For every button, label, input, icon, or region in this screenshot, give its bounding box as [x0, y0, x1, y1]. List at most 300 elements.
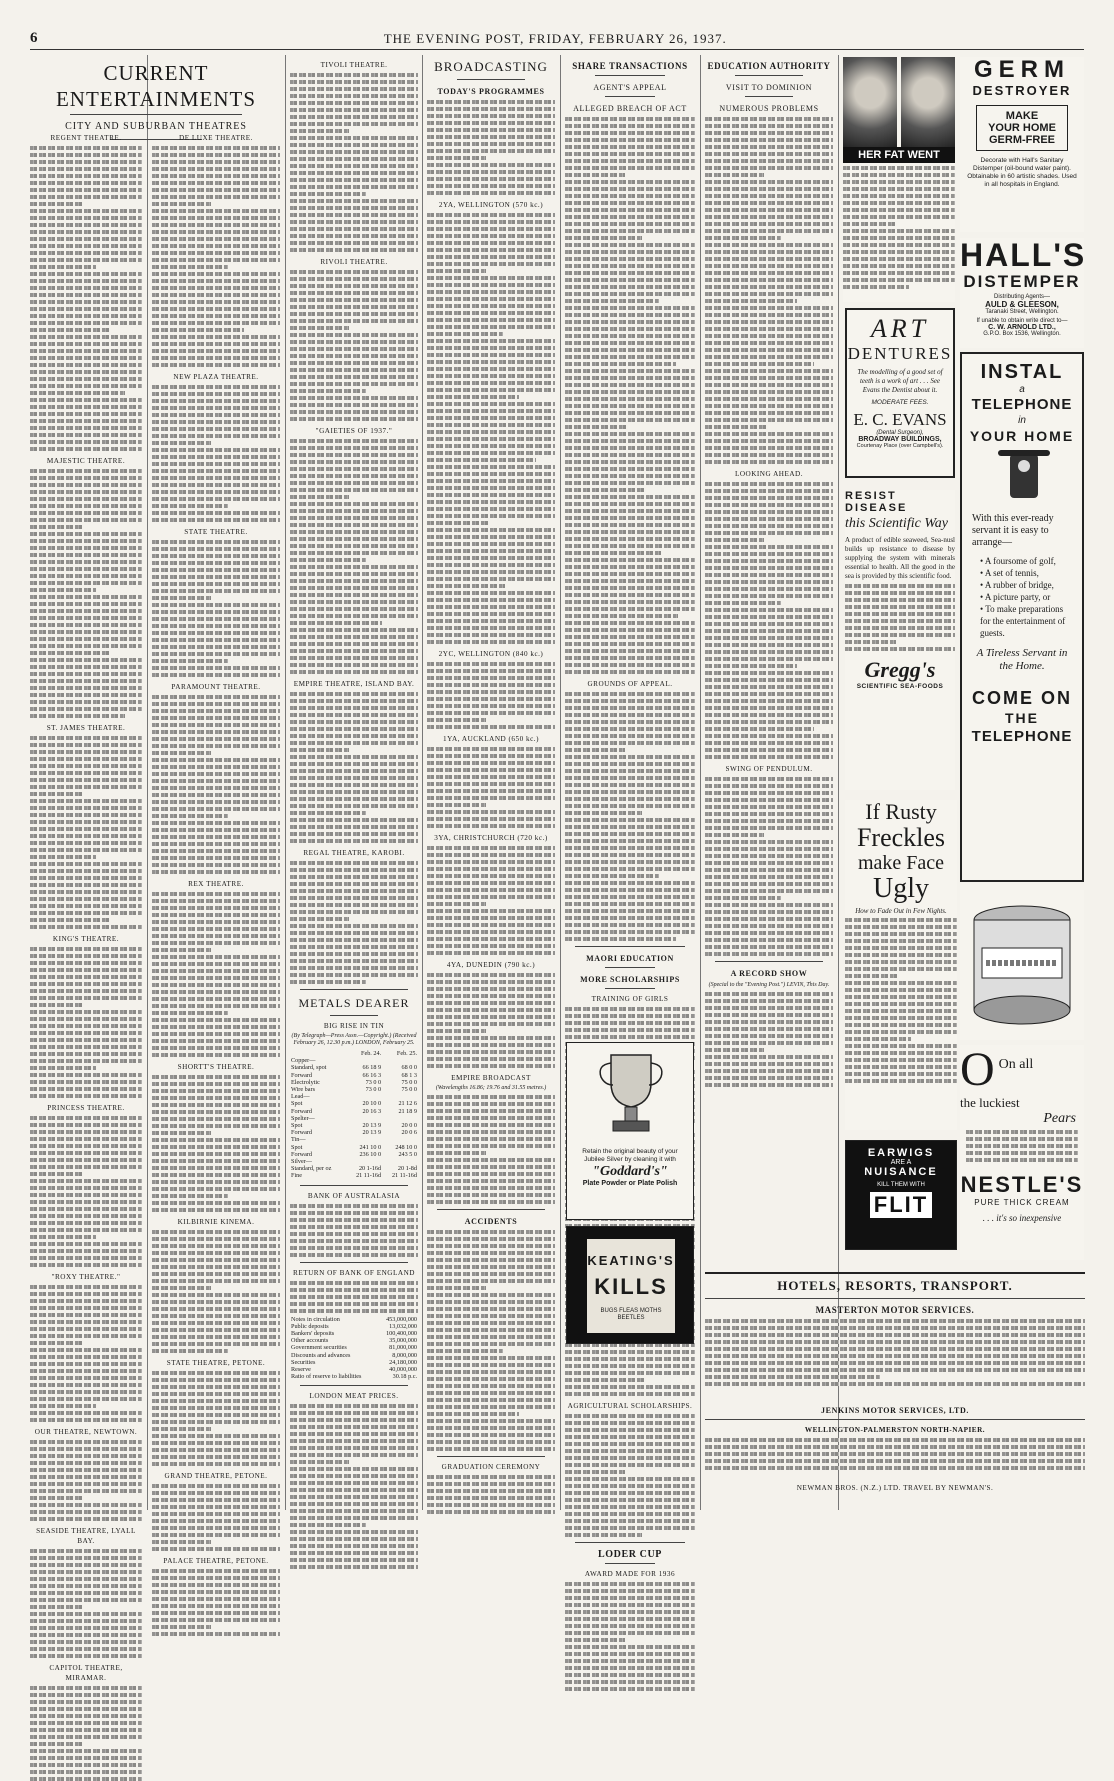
- telephone-icon: [962, 446, 1086, 506]
- keatings-word: KILLS: [594, 1274, 668, 1299]
- print-line: [30, 1612, 142, 1616]
- print-line: [705, 938, 833, 942]
- print-line: [427, 107, 555, 111]
- masthead-title: THE EVENING POST, FRIDAY, FEBRUARY 26, 1937.: [383, 30, 727, 46]
- print-line: [30, 1355, 142, 1359]
- table-row: [290, 1079, 418, 1086]
- print-line: [30, 1094, 142, 1098]
- print-line: [30, 1570, 142, 1574]
- print-line: [705, 215, 833, 219]
- print-line: [152, 1321, 280, 1325]
- print-line: [152, 1053, 280, 1057]
- station-heading: 3YA, CHRISTCHURCH (720 kc.): [434, 834, 548, 842]
- print-line: [152, 434, 280, 438]
- body-text: [427, 1230, 555, 1451]
- print-line: [845, 1058, 957, 1062]
- table-cell: 66 16 3: [362, 1071, 382, 1079]
- print-line: [30, 820, 142, 824]
- print-line: [152, 913, 280, 917]
- print-line: [427, 683, 555, 687]
- print-line: [427, 916, 555, 920]
- print-line: [705, 264, 833, 268]
- print-line: [565, 860, 695, 864]
- print-line: [427, 633, 555, 637]
- print-line: [427, 360, 555, 364]
- print-line: [30, 1334, 142, 1338]
- print-line: [565, 376, 695, 380]
- print-line: [565, 138, 695, 142]
- table-row: [290, 1057, 418, 1064]
- body-text: [290, 1404, 418, 1569]
- print-line: [427, 213, 555, 217]
- print-line: [152, 807, 280, 811]
- print-line: [152, 1004, 280, 1008]
- print-line: [565, 439, 695, 443]
- print-line: [705, 369, 833, 373]
- print-line: [152, 596, 211, 600]
- table-cell: 20 13 9: [362, 1122, 382, 1130]
- print-line: [565, 1035, 695, 1039]
- dentures-body: The modelling of a good set of teeth is a work of art . . . See Evans the Dentist about it.: [857, 368, 943, 394]
- share-title: SHARE TRANSACTIONS: [572, 61, 688, 71]
- print-line: [290, 516, 418, 520]
- print-line: [30, 764, 142, 768]
- print-line: [845, 598, 955, 602]
- print-line: [290, 368, 418, 372]
- print-line: [290, 720, 418, 724]
- print-line: [427, 584, 505, 588]
- print-line: [152, 1180, 280, 1184]
- table-row: [290, 1144, 418, 1151]
- print-line: [427, 951, 555, 955]
- phone-line2: a: [1019, 384, 1025, 395]
- print-line: [565, 285, 695, 289]
- print-line: [565, 1666, 695, 1670]
- print-line: [30, 651, 111, 655]
- table-cell: 40,000,000: [389, 1366, 417, 1374]
- print-line: [290, 382, 418, 386]
- print-line: [565, 292, 695, 296]
- print-line: [30, 293, 142, 297]
- print-line: [705, 138, 833, 142]
- print-line: [705, 180, 833, 184]
- print-line: [705, 1438, 1085, 1442]
- print-line: [705, 187, 833, 191]
- print-line: [565, 748, 625, 752]
- print-line: [843, 187, 955, 191]
- print-line: [30, 1397, 142, 1401]
- print-line: [290, 1225, 418, 1229]
- germ-ad: [960, 57, 1084, 232]
- print-line: [152, 1201, 280, 1205]
- print-line: [30, 1770, 142, 1774]
- print-line: [30, 1031, 142, 1035]
- print-line: [427, 1244, 555, 1248]
- metals-table: [290, 1050, 418, 1180]
- print-line: [565, 853, 695, 857]
- print-line: [152, 962, 280, 966]
- print-line: [30, 834, 142, 838]
- print-line: [290, 783, 418, 787]
- print-line: [565, 411, 695, 415]
- print-line: [427, 395, 519, 399]
- print-line: [966, 1130, 1078, 1134]
- print-line: [565, 818, 695, 822]
- print-line: [152, 1491, 280, 1495]
- print-line: [705, 292, 833, 296]
- print-line: [705, 1020, 833, 1024]
- print-line: [152, 744, 280, 748]
- print-line: [152, 779, 280, 783]
- print-line: [30, 314, 142, 318]
- print-line: [705, 819, 833, 823]
- body-text: [30, 736, 142, 929]
- print-line: [565, 804, 695, 808]
- print-line: [705, 636, 833, 640]
- print-line: [152, 983, 280, 987]
- print-line: [290, 924, 418, 928]
- section-heading: RIVOLI THEATRE.: [320, 258, 388, 266]
- print-line: [427, 325, 555, 329]
- print-line: [152, 413, 280, 417]
- table-cell: [382, 1115, 418, 1122]
- print-line: [843, 201, 955, 205]
- print-line: [290, 621, 382, 625]
- print-line: [30, 1087, 142, 1091]
- print-line: [705, 257, 833, 261]
- print-line: [152, 455, 280, 459]
- print-line: [290, 241, 418, 245]
- print-line: [152, 1131, 211, 1135]
- print-line: [30, 1700, 142, 1704]
- print-line: [290, 952, 418, 956]
- print-line: [565, 1484, 695, 1488]
- print-line: [845, 953, 957, 957]
- print-line: [705, 629, 833, 633]
- print-line: [152, 462, 280, 466]
- print-line: [290, 192, 366, 196]
- print-line: [705, 390, 833, 394]
- print-line: [427, 1265, 555, 1269]
- print-line: [152, 286, 280, 290]
- print-line: [30, 1144, 142, 1148]
- table-cell: 21 11-16d: [356, 1172, 382, 1180]
- print-line: [427, 1200, 555, 1204]
- table-row: [290, 1330, 418, 1337]
- print-line: [705, 327, 833, 331]
- print-line: [30, 1749, 142, 1753]
- freckles-line1: If Rusty: [865, 799, 937, 824]
- table-row: [290, 1129, 418, 1136]
- print-line: [427, 241, 555, 245]
- print-line: [705, 999, 833, 1003]
- print-line: [290, 171, 418, 175]
- print-line: [565, 145, 695, 149]
- print-line: [966, 1137, 1078, 1141]
- table-row: [290, 1072, 418, 1079]
- print-line: [565, 327, 695, 331]
- print-line: [30, 174, 142, 178]
- print-line: [427, 1022, 555, 1026]
- print-line: [427, 311, 555, 315]
- print-line: [30, 1440, 142, 1444]
- print-line: [152, 793, 280, 797]
- print-line: [152, 814, 228, 818]
- table-cell: Public deposits: [291, 1322, 329, 1330]
- print-line: [290, 896, 418, 900]
- print-line: [290, 1411, 418, 1415]
- print-line: [30, 855, 96, 859]
- print-line: [427, 1109, 555, 1113]
- print-line: [152, 1110, 280, 1114]
- print-line: [152, 1569, 280, 1573]
- section-heading: SEASIDE THEATRE, LYALL BAY.: [36, 1527, 136, 1545]
- dentures-address2: Courtenay Place (over Campbell's).: [856, 443, 944, 449]
- print-line: [565, 453, 695, 457]
- print-line: [427, 514, 555, 518]
- print-line: [290, 699, 418, 703]
- print-line: [565, 1007, 695, 1011]
- print-line: [565, 341, 695, 345]
- print-line: [427, 318, 555, 322]
- print-line: [427, 121, 555, 125]
- print-line: [290, 565, 418, 569]
- print-line: [427, 1165, 555, 1169]
- print-line: [30, 560, 142, 564]
- print-line: [152, 547, 280, 551]
- print-line: [705, 383, 833, 387]
- print-line: [565, 1596, 695, 1600]
- nestles-ad: [960, 1045, 1084, 1260]
- print-line: [427, 346, 555, 350]
- print-line: [427, 598, 555, 602]
- print-line: [290, 861, 418, 865]
- print-line: [152, 328, 244, 332]
- print-line: [152, 1208, 280, 1212]
- print-line: [152, 195, 280, 199]
- print-line: [30, 1598, 142, 1602]
- print-line: [427, 535, 555, 539]
- print-line: [30, 153, 142, 157]
- print-line: [427, 444, 555, 448]
- print-line: [152, 321, 280, 325]
- print-line: [565, 1512, 695, 1516]
- print-line: [30, 1285, 142, 1289]
- print-line: [565, 670, 695, 674]
- print-line: [290, 1516, 418, 1520]
- print-line: [427, 1496, 555, 1500]
- print-line: [290, 811, 366, 815]
- print-line: [30, 806, 142, 810]
- body-text: [845, 584, 955, 651]
- print-line: [30, 827, 142, 831]
- print-line: [565, 692, 695, 696]
- print-line: [705, 453, 833, 457]
- print-line: [290, 199, 418, 203]
- print-line: [705, 1062, 833, 1066]
- print-line: [427, 626, 555, 630]
- table-row: [290, 1122, 418, 1129]
- table-cell: 68 1 3: [401, 1071, 417, 1079]
- print-line: [565, 635, 695, 639]
- print-line: [565, 881, 695, 885]
- print-line: [30, 1221, 142, 1225]
- print-line: [30, 961, 142, 965]
- table-cell: Spot: [291, 1143, 303, 1151]
- print-line: [30, 195, 142, 199]
- print-line: [30, 595, 142, 599]
- print-line: [30, 1777, 142, 1781]
- print-line: [427, 430, 555, 434]
- print-line: [427, 234, 555, 238]
- table-cell: Securities: [291, 1358, 316, 1366]
- print-line: [30, 757, 142, 761]
- print-line: [565, 390, 695, 394]
- print-line: [565, 355, 695, 359]
- print-line: [845, 612, 955, 616]
- table-row: [290, 1344, 418, 1351]
- print-line: [565, 1014, 695, 1018]
- section-heading: KILBIRNIE KINEMA.: [177, 1218, 255, 1226]
- print-line: [290, 481, 418, 485]
- table-cell: 453,000,000: [386, 1315, 417, 1323]
- print-line: [705, 1354, 1085, 1358]
- pendulum-title: SWING OF PENDULUM.: [725, 765, 813, 773]
- print-line: [705, 748, 833, 752]
- table-row: [290, 1359, 418, 1366]
- print-line: [427, 1328, 555, 1332]
- body-text: [30, 1686, 142, 1781]
- print-line: [30, 623, 142, 627]
- print-line: [30, 1214, 142, 1218]
- print-line: [427, 902, 486, 906]
- print-line: [290, 396, 418, 400]
- print-line: [705, 404, 833, 408]
- print-line: [152, 786, 280, 790]
- body-text: [705, 1319, 1085, 1386]
- print-line: [30, 1024, 142, 1028]
- print-line: [565, 516, 695, 520]
- print-line: [705, 1048, 764, 1052]
- print-line: [30, 1362, 142, 1366]
- print-line: [30, 588, 96, 592]
- print-line: [705, 812, 833, 816]
- print-line: [152, 835, 280, 839]
- print-line: [705, 847, 833, 851]
- print-line: [290, 1502, 418, 1506]
- print-line: [30, 813, 142, 817]
- education-title: EDUCATION AUTHORITY: [707, 61, 831, 71]
- body-text: [30, 1285, 142, 1422]
- print-line: [427, 1008, 555, 1012]
- broadcasting-subtitle: TODAY'S PROGRAMMES: [437, 87, 545, 96]
- print-line: [427, 1412, 519, 1416]
- keatings-brand: KEATING'S: [587, 1253, 675, 1268]
- body-text: [30, 947, 142, 1098]
- dentures-line2: DENTURES: [847, 344, 953, 363]
- print-line: [843, 215, 955, 219]
- print-line: [845, 584, 955, 588]
- print-line: [152, 1547, 280, 1551]
- table-row: [290, 1373, 418, 1380]
- print-line: [565, 474, 695, 478]
- greggs-tag: SCIENTIFIC SEA-FOODS: [856, 683, 944, 690]
- halls-note: If unable to obtain write direct to—: [976, 318, 1068, 324]
- print-line: [152, 504, 228, 508]
- print-line: [427, 1510, 555, 1514]
- print-line: [152, 1399, 280, 1403]
- print-line: [966, 1151, 1078, 1155]
- print-line: [30, 574, 142, 578]
- print-line: [427, 1057, 555, 1061]
- print-line: [427, 824, 555, 828]
- graduation-title: GRADUATION CEREMONY: [441, 1463, 541, 1471]
- print-line: [427, 775, 555, 779]
- print-line: [152, 1533, 280, 1537]
- print-line: [290, 586, 418, 590]
- meat-prices-title: LONDON MEAT PRICES.: [309, 1392, 399, 1401]
- print-line: [705, 1333, 1085, 1337]
- print-line: [152, 427, 280, 431]
- print-line: [152, 335, 280, 339]
- print-line: [30, 1461, 142, 1465]
- print-line: [290, 1418, 418, 1422]
- print-line: [427, 909, 555, 913]
- print-line: [427, 220, 555, 224]
- print-line: [290, 333, 418, 337]
- print-line: [152, 448, 280, 452]
- empire-note: (Wavelengths 16.86; 19.76 and 31.55 metres.): [435, 1085, 547, 1091]
- print-line: [427, 1251, 555, 1255]
- print-line: [290, 270, 418, 274]
- print-line: [565, 656, 695, 660]
- table-cell: 21 18 9: [398, 1107, 417, 1115]
- body-text: [152, 1484, 280, 1551]
- print-line: [705, 931, 833, 935]
- print-line: [152, 997, 280, 1001]
- flit-line4: KILL THEM WITH: [877, 1182, 925, 1188]
- table-row: [290, 1108, 418, 1115]
- germ-line1: GERM: [974, 56, 1070, 83]
- table-cell: Copper—: [291, 1057, 316, 1065]
- print-line: [152, 561, 280, 565]
- print-line: [705, 1445, 1085, 1449]
- print-line: [843, 278, 955, 282]
- print-line: [290, 73, 418, 77]
- print-line: [290, 1523, 366, 1527]
- print-line: [152, 237, 280, 241]
- print-line: [705, 594, 833, 598]
- print-line: [290, 579, 418, 583]
- print-line: [290, 868, 418, 872]
- table-cell: Discounts and advances: [291, 1351, 351, 1359]
- print-line: [705, 903, 833, 907]
- print-line: [565, 194, 695, 198]
- print-line: [290, 1481, 418, 1485]
- print-line: [427, 980, 555, 984]
- print-line: [290, 727, 418, 731]
- print-line: [30, 644, 142, 648]
- print-line: [152, 441, 211, 445]
- print-line: [565, 173, 625, 177]
- print-line: [565, 572, 695, 576]
- print-line: [290, 495, 349, 499]
- table-cell: Fine: [291, 1172, 303, 1180]
- print-line: [845, 1009, 957, 1013]
- fat-headline: HER FAT WENT: [843, 147, 955, 163]
- table-cell: [346, 1093, 382, 1100]
- print-line: [30, 1242, 142, 1246]
